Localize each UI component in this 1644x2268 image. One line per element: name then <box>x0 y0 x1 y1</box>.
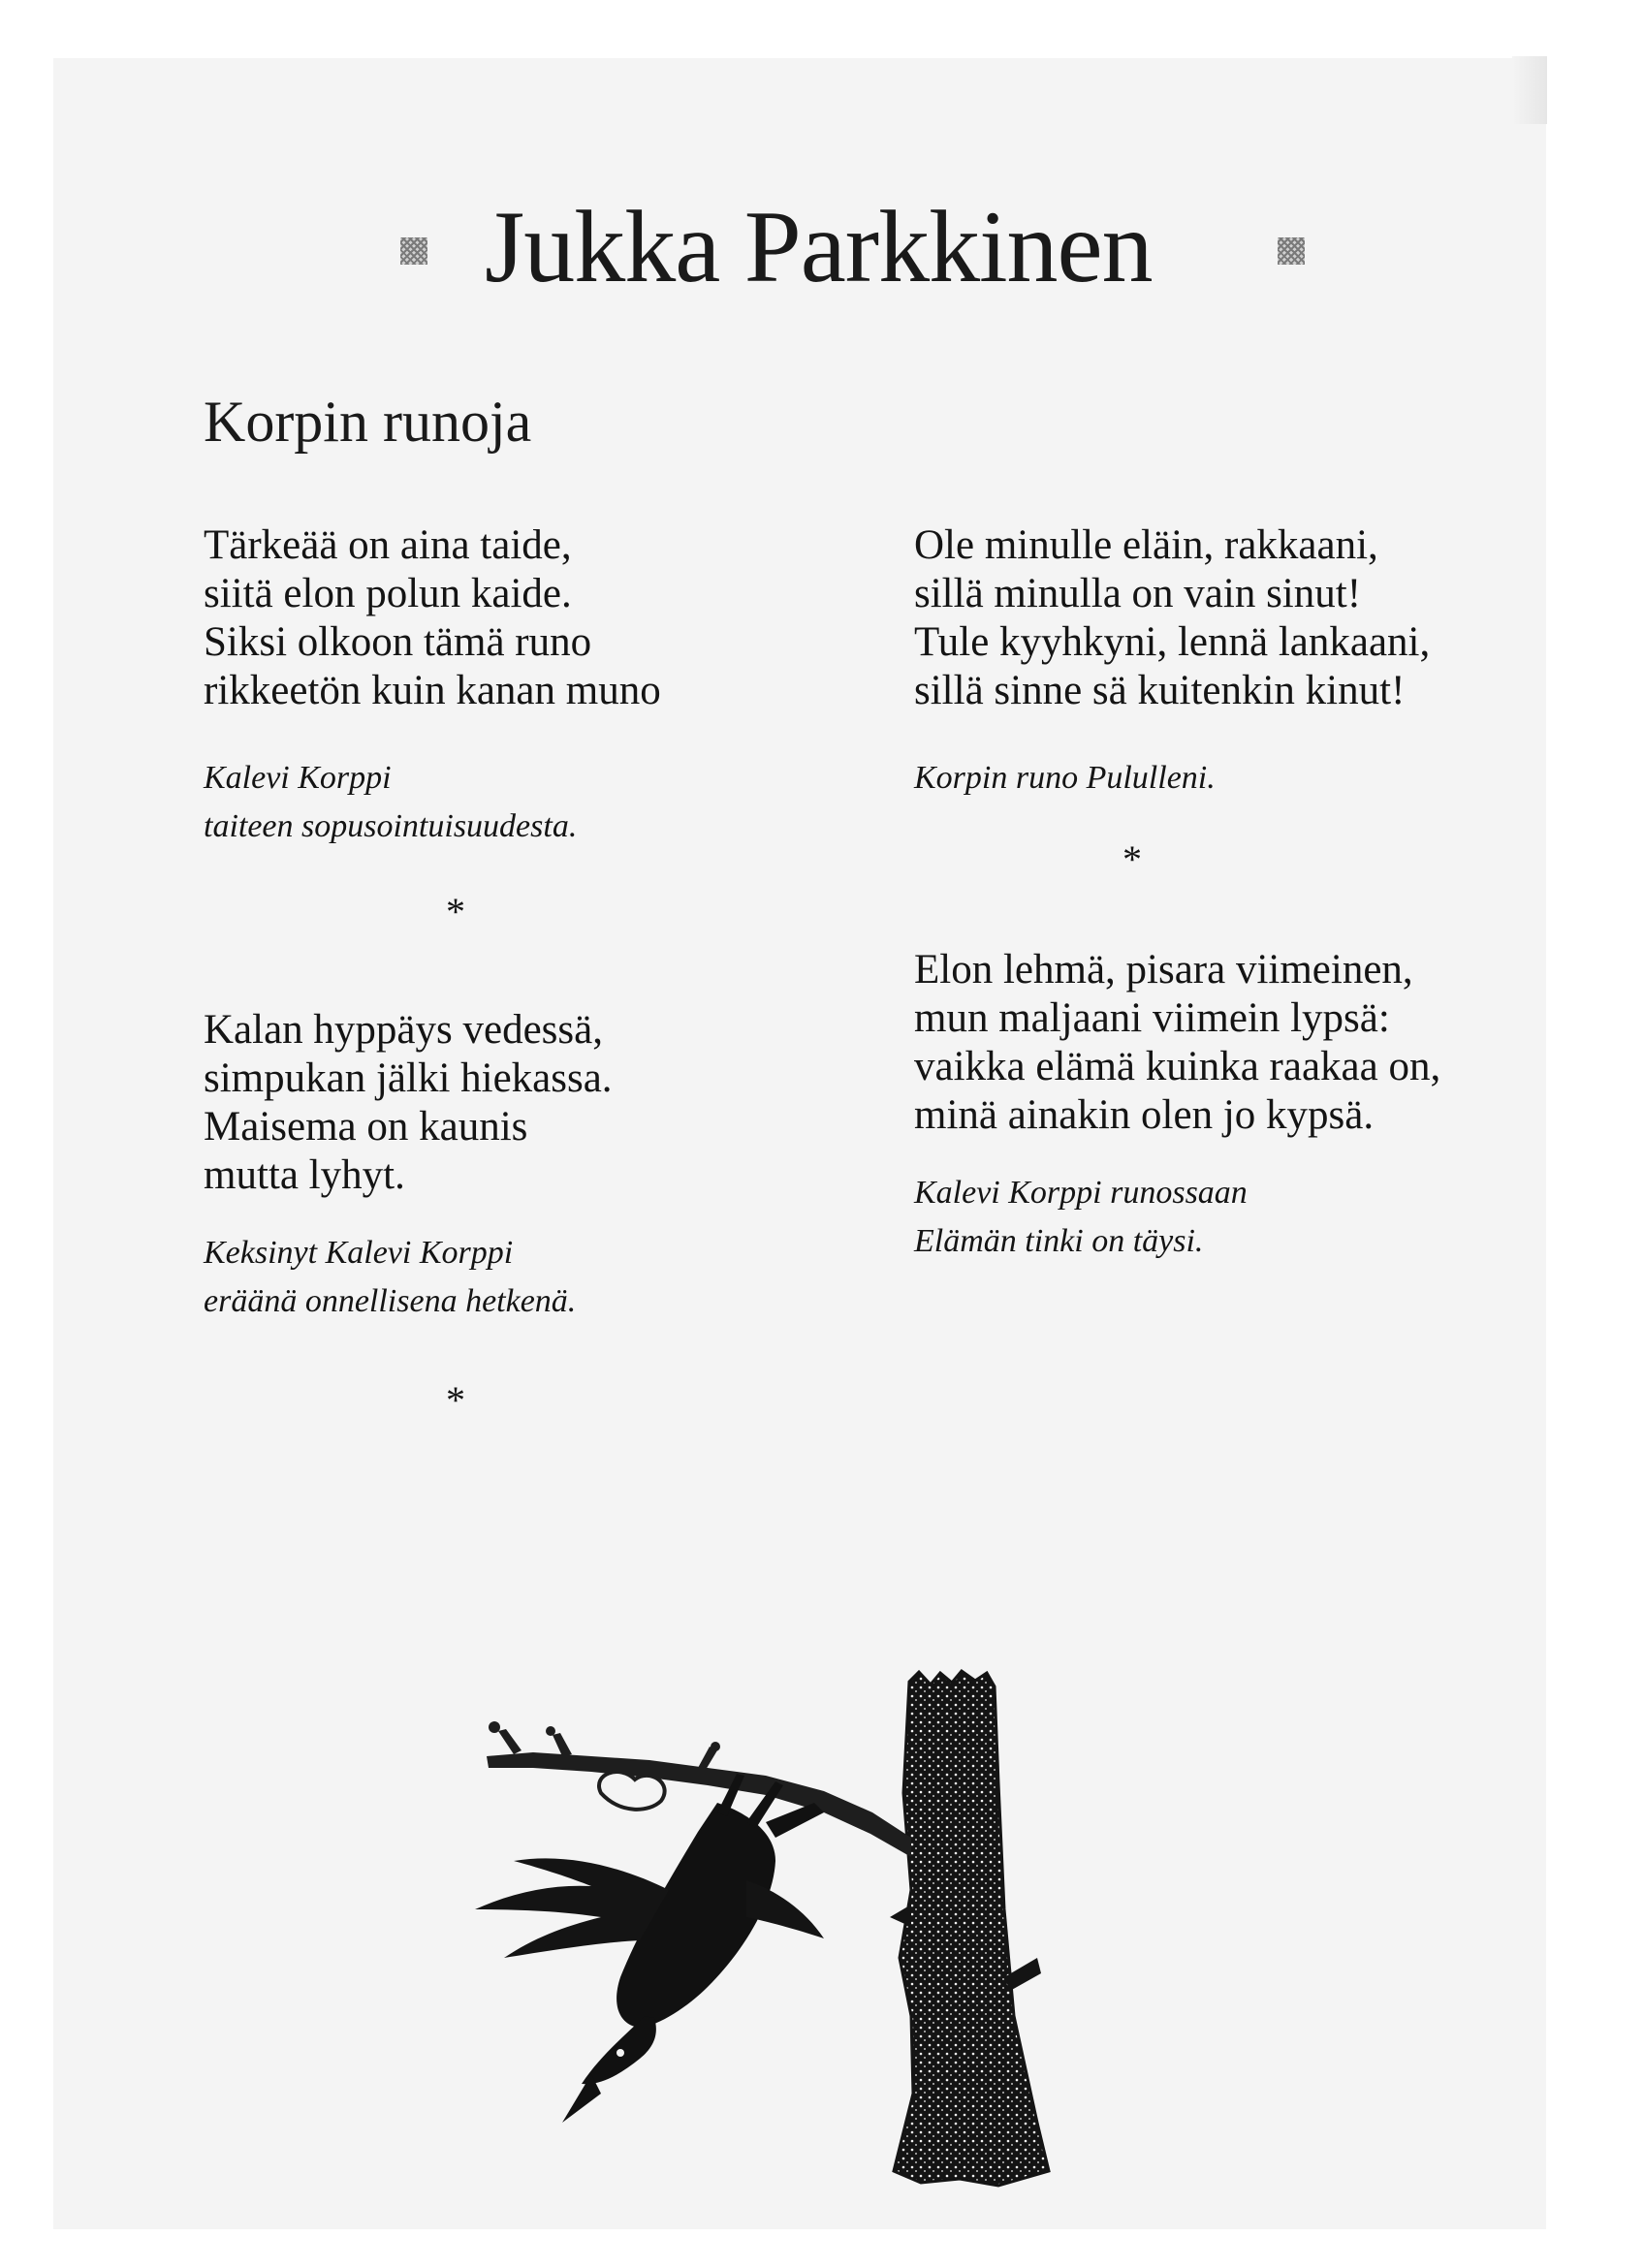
poem-attribution <box>914 1169 1544 1266</box>
attribution-line: eräänä onnellisena hetkenä. <box>204 1283 577 1319</box>
poem-line: Ole minulle eläin, rakkaani, <box>914 522 1378 568</box>
separator-asterisk: * <box>446 1378 465 1422</box>
poem-line: Tule kyyhkyni, lennä lankaani, <box>914 619 1431 665</box>
poem-line: Tärkeää on aina taide, <box>204 522 572 568</box>
poem-line: Siksi olkoon tämä runo <box>204 619 592 665</box>
poem-line: minä ainakin olen jo kypsä. <box>914 1092 1375 1138</box>
attribution-line: Korpin runo Pululleni. <box>914 760 1216 796</box>
poem-stanza <box>914 946 1544 1140</box>
poem-line: mun maljaani viimein lypsä: <box>914 995 1390 1041</box>
attribution-line: taiteen sopusointuisuudesta. <box>204 808 578 844</box>
poem-line: sillä sinne sä kuitenkin kinut! <box>914 668 1406 713</box>
poem-line: Kalan hyppäys vedessä, <box>204 1007 603 1053</box>
ornament-square-icon <box>400 237 427 265</box>
ornament-square-icon <box>1278 237 1305 265</box>
poem-stanza <box>204 521 746 715</box>
poem-attribution <box>204 1229 746 1326</box>
header <box>0 184 1644 310</box>
poem-attribution <box>914 754 1544 803</box>
right-column <box>914 521 1544 1266</box>
raven-on-tree-illustration <box>456 1667 1154 2190</box>
poem-line: simpukan jälki hiekassa. <box>204 1055 613 1101</box>
poem-stanza <box>204 1006 746 1200</box>
section-subtitle: Korpin runoja <box>204 390 532 454</box>
page-title: Jukka Parkkinen <box>485 190 1153 303</box>
attribution-line: Keksinyt Kalevi Korppi <box>204 1235 514 1271</box>
poem-line: mutta lyhyt. <box>204 1152 405 1198</box>
poem-attribution <box>204 754 746 851</box>
poem-line: Elon lehmä, pisara viimeinen, <box>914 947 1413 992</box>
attribution-line: Kalevi Korppi runossaan <box>914 1175 1248 1211</box>
poem-line: rikkeetön kuin kanan muno <box>204 668 661 713</box>
poem-line: Maisema on kaunis <box>204 1104 528 1150</box>
poem-line: siitä elon polun kaide. <box>204 571 572 616</box>
attribution-line: Elämän tinki on täysi. <box>914 1223 1204 1259</box>
separator-asterisk: * <box>1122 837 1142 881</box>
poem-stanza <box>914 521 1544 715</box>
left-column <box>204 521 746 1425</box>
raven-on-tree-icon <box>456 1667 1154 2190</box>
poem-line: sillä minulla on vain sinut! <box>914 571 1362 616</box>
attribution-line: Kalevi Korppi <box>204 760 392 796</box>
page-corner-shadow <box>1512 56 1547 124</box>
separator-asterisk: * <box>446 890 465 933</box>
poem-line: vaikka elämä kuinka raakaa on, <box>914 1044 1441 1089</box>
